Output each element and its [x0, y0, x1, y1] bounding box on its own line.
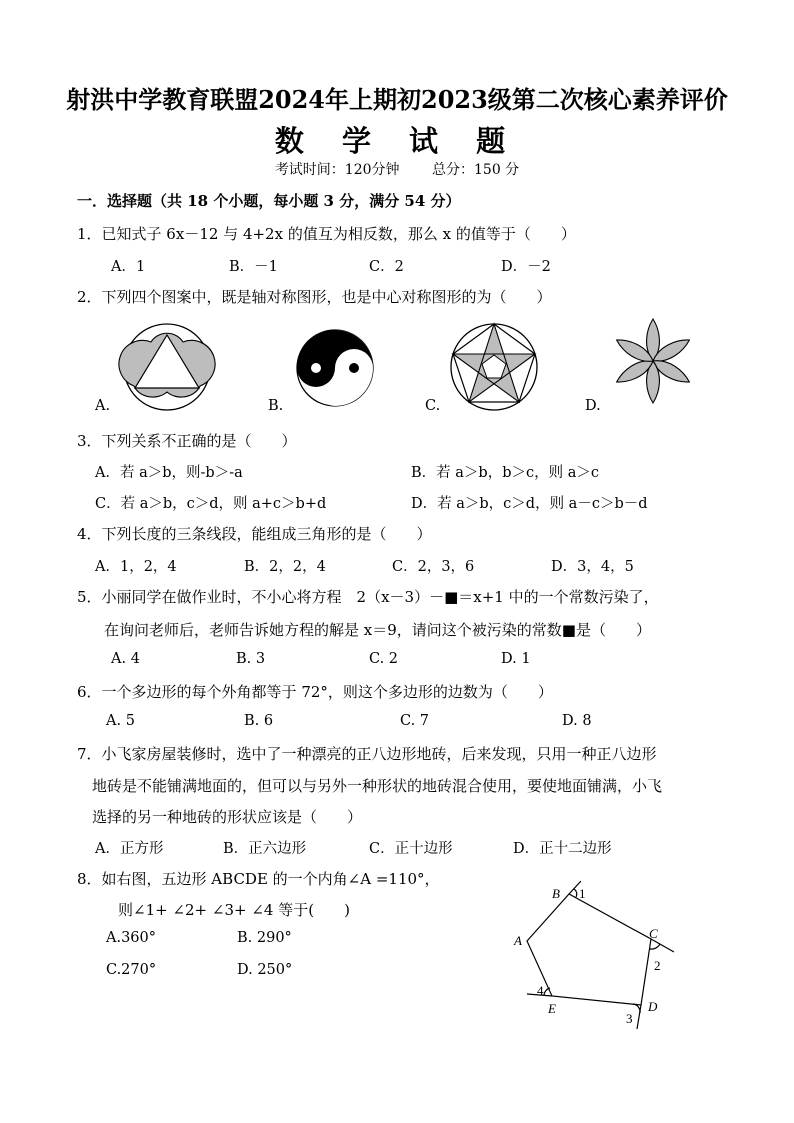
section-heading: 一．选择题（共 18 个小题，每小题 3 分，满分 54 分） — [77, 192, 461, 210]
q5-option-a: A. 4 — [111, 651, 140, 667]
q6-option-d: D. 8 — [562, 713, 592, 729]
question-8-stem-cont: 则∠1+ ∠2+ ∠3+ ∠4 等于( ) — [118, 901, 350, 919]
angle-4-label: 4 — [537, 983, 544, 998]
exam-score: 总分：150 分 — [432, 162, 520, 178]
exam-title: 射洪中学教育联盟2024年上期初2023级第二次核心素养评价 — [66, 85, 728, 114]
q4-option-c: C．2，3，6 — [392, 559, 475, 575]
question-5-stem: 5．小丽同学在做作业时，不小心将方程 2（x－3）－■＝x+1 中的一个常数污染了， — [77, 588, 659, 606]
q7-option-c: C．正十边形 — [369, 841, 453, 857]
q7-option-b: B．正六边形 — [223, 841, 307, 857]
q8-option-a: A.360° — [106, 930, 157, 946]
figure-a-circle-triangle — [122, 322, 212, 412]
question-8-stem: 8．如右图，五边形 ABCDE 的一个内角∠A =110°， — [77, 870, 440, 888]
q5-option-c: C. 2 — [369, 651, 399, 667]
q2-option-d: D. — [585, 398, 601, 414]
question-4-stem: 4．下列长度的三条线段，能组成三角形的是（ ） — [77, 525, 432, 543]
q1-option-d: D．－2 — [501, 259, 551, 275]
angle-3-label: 3 — [626, 1011, 633, 1026]
q5-option-b: B. 3 — [236, 651, 266, 667]
question-2-stem: 2．下列四个图案中，既是轴对称图形，也是中心对称图形的为（ ） — [77, 288, 552, 306]
q2-option-b: B. — [268, 398, 284, 414]
figure-c-pentagram — [449, 322, 539, 412]
figure-d-flower — [610, 318, 696, 404]
vertex-a-label: A — [514, 933, 522, 948]
q2-option-a: A. — [95, 398, 111, 414]
q5-option-d: D. 1 — [501, 651, 531, 667]
subject-title: 数 学 试 题 — [274, 124, 520, 158]
q3-option-a: A．若 a＞b，则-b＞-a — [95, 465, 243, 481]
q8-option-d: D. 250° — [237, 962, 293, 978]
vertex-b-label: B — [552, 886, 560, 901]
q4-option-d: D．3，4，5 — [551, 559, 634, 575]
question-5-stem-cont: 在询问老师后，老师告诉她方程的解是 x＝9，请问这个被污染的常数■是（ ） — [104, 621, 651, 639]
q3-option-c: C．若 a＞b，c＞d，则 a+c＞b+d — [95, 496, 327, 512]
vertex-c-label: C — [649, 926, 658, 941]
q6-option-c: C. 7 — [400, 713, 430, 729]
q8-option-b: B. 290° — [237, 930, 292, 946]
q7-option-d: D．正十二边形 — [513, 841, 612, 857]
q1-option-a: A．1 — [111, 259, 146, 275]
figure-b-taiji — [296, 329, 374, 407]
q2-option-c: C. — [425, 398, 441, 414]
question-7-stem-cont: 地砖是不能铺满地面的，但可以与另外一种形状的地砖混合使用，要使地面铺满，小飞 — [92, 777, 663, 795]
question-1-stem: 1．已知式子 6x－12 与 4+2x 的值互为相反数，那么 x 的值等于（ ） — [77, 225, 576, 243]
angle-1-label: 1 — [579, 886, 586, 901]
q4-option-a: A．1，2，4 — [95, 559, 177, 575]
vertex-e-label: E — [548, 1001, 556, 1016]
exam-time: 考试时间：120分钟 — [274, 162, 400, 178]
q8-option-c: C.270° — [106, 962, 157, 978]
pentagon-figure — [508, 876, 684, 1030]
q6-option-b: B. 6 — [244, 713, 274, 729]
q7-option-a: A．正方形 — [95, 841, 164, 857]
q1-option-c: C．2 — [369, 259, 404, 275]
vertex-d-label: D — [648, 999, 658, 1014]
angle-2-label: 2 — [654, 958, 661, 973]
question-7-stem: 7．小飞家房屋装修时，选中了一种漂亮的正八边形地砖，后来发现，只用一种正八边形 — [77, 745, 657, 763]
question-6-stem: 6．一个多边形的每个外角都等于 72°，则这个多边形的边数为（ ） — [77, 683, 553, 701]
question-3-stem: 3．下列关系不正确的是（ ） — [77, 432, 297, 450]
q4-option-b: B．2，2，4 — [244, 559, 326, 575]
q3-option-b: B．若 a＞b，b＞c，则 a＞c — [411, 465, 599, 481]
question-7-stem-cont2: 选择的另一种地砖的形状应该是（ ） — [92, 808, 363, 826]
q1-option-b: B．－1 — [229, 259, 278, 275]
q6-option-a: A. 5 — [106, 713, 135, 729]
exam-meta — [0, 159, 794, 179]
q3-option-d: D．若 a＞b，c＞d，则 a－c＞b－d — [411, 496, 648, 512]
